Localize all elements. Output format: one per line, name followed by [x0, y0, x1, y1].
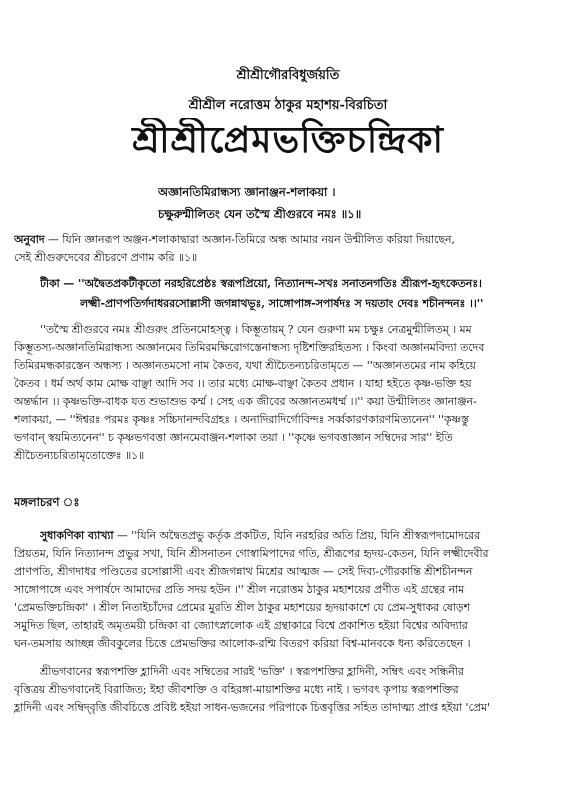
last-para-line-3: হ্লাদিনী এবং সম্বিদ্‌বৃত্তি জীবচিত্তে প্রবিষ্ট হইয়া সাধন-ভজনের পরিপাকে চিত্তবৃত্তির সহিত তাদাত্ম্য প্রাপ্ত হইয়া 'প্রেম': [14, 701, 490, 714]
para1-line-2: কিম্ভূতস্য-অজ্ঞানতিমিরান্ধস্য অজ্ঞানমেব তিমিরমক্ষিরোগস্তেনান্ধস্য দৃষ্টিশক্তিরহিতস্য । কিংবা অজ্ঞানমবিদ্যা তদেব: [14, 341, 485, 354]
sudhakanika-line-3: প্রাণপতি, শ্রীগদাধর পণ্ডিতের রসোল্লাসী এবং শ্রীজগন্নাথ মিশ্রের আত্মজ — সেই দিব্য-গৌরকান্তি শ্রীশচীনন্দন: [14, 565, 473, 578]
anubad-label: অনুবাদ: [14, 233, 45, 246]
para1-line-3: তিমিরমন্ধকারস্তেন অন্ধস্য । অজ্ঞানতমসো নাম কৈতব, যথা শ্রীচৈতন্যচরিতামৃতে — ''অজ্ঞানতমের নাম কহিয়ে: [14, 359, 476, 372]
sudhakanika-line-7: ঘন-তমসায় আচ্ছন্ন জীবকুলের চিত্তে প্রেমভক্তির আলোক-রশ্মি বিতরণ করিয়া বিশ্ব-মানবকে ধন্য করিতেছেন ।: [14, 637, 471, 650]
anubad-line-1: [14, 232, 566, 248]
para1-line-4: কৈতব । ধর্ম অর্থ কাম মোক্ষ বাঞ্ছা আদি সব ।। তার মধ্যে মোক্ষ-বাঞ্ছা কৈতব প্রধান । যাহা হইতে কৃষ্ণ-ভক্তি হয়: [14, 377, 472, 390]
author-line: শ্রীশ্রীল নরোত্তম ঠাকুর মহাশয়-বিরচিতা: [188, 98, 388, 113]
tika-label: টীকা: [40, 277, 60, 290]
tika-line-1: [40, 276, 566, 292]
sudhakanika-text-1: — ''যিনি অদ্বৈতপ্রভু কর্তৃক প্রকটিত, যিনি নরহরির অতি প্রিয়, যিনি শ্রীস্বরূপদামোদরের: [113, 529, 481, 542]
sudhakanika-line-4: সাঙ্গোপাঙ্গে এবং সপার্ষদে আমাদের প্রতি সদয় হউন ।'' শ্রীল নরোত্তম ঠাকুর মহাশয়ের প্রণীত এই গ্রন্থের নাম: [14, 583, 465, 596]
tika-text-1: — ''অদ্বৈতপ্রকটীকৃতো নরহরিপ্রেষ্ঠঃ স্বরূপপ্রিয়ো, নিত্যানন্দ-সখঃ সনাতনগতিঃ শ্রীরূপ-হৃৎকেতনঃ।: [59, 277, 482, 290]
last-para-line-1: শ্রীভগবানের স্বরূপশক্তি হ্লাদিনী এবং সম্বিতের সারই 'ভক্তি' । স্বরূপশক্তির হ্লাদিনী, সম্বিৎ এবং সন্ধিনীর: [40, 665, 464, 678]
para1-line-7: ভগবান্ স্বয়মিত্যনেন'' চ কৃষ্ণভগবত্তা জ্ঞানমেবাঞ্জন-শলাকা তয়া । ''কৃষ্ণে ভগবত্তাজ্ঞান সম্বিদের সার'' ইতি: [14, 431, 453, 444]
book-title: শ্রীশ্রীপ্রেমভক্তিচন্দ্রিকা: [132, 119, 444, 161]
sloka-line-1: অজ্ঞানতিমিরান্ধস্য জ্ঞানাঞ্জন-শলাকয়া ।: [158, 185, 336, 199]
para1-line-5: অন্তর্দ্ধান ।। কৃষ্ণভক্তি-বাধক যত শুভাশুভ কর্ম্ম । সেহ এক জীবের অজ্ঞানতমধর্ম্ম ।।'' কয়া উন্মীলিতং জ্ঞানাঞ্জন-: [14, 395, 477, 408]
para1-line-1: ''তস্মৈ শ্রীগুরবে নমঃ শ্রীগুরুং প্রতিনমোহস্ত্ব । কিম্ভূতায়ম্ ? যেন গুরুণা মম চক্ষুঃ নেত্রমুন্মীলিতম্ । মম: [40, 323, 472, 336]
sudhakanika-label: সুধাকণিকা ব্যাখ্যা: [40, 529, 114, 542]
sudhakanika-line-6: সমুদিত ছিল, তাহারই অমৃতময়ী চন্দ্রিকা বা জ্যোৎস্নালোক এই গ্রন্থাকারে বিশ্বে প্রকাশিত হইয়া বিশ্বের অবিদ্যার: [14, 619, 468, 632]
sudhakanika-line-2: প্রিয়তম, যিনি নিত্যানন্দ প্রভুর সখা, যিনি শ্রীসনাতন গোস্বামিপাদের গতি, শ্রীরূপের হৃদয়-কেতন, যিনি লক্ষ্মীদেবীর: [14, 547, 489, 560]
anubad-line-2: সেই শ্রীগুরুদেবের শ্রীচরণে প্রণাম করি ॥১॥: [14, 251, 198, 264]
para1-line-6: শলাকয়া, — ''ঈশ্বরঃ পরমঃ কৃষ্ণঃ সচ্চিদানন্দবিগ্রহঃ । অনাদিরাদির্গোবিন্দঃ সর্ব্বকারণকারণমিত্যনেন'' ''কৃষ্ণস্তু: [14, 413, 469, 426]
sudhakanika-line-1: [40, 528, 566, 544]
tika-line-2: লক্ষ্মী-প্রাণপতির্গদাধররসোল্লাসী জগন্নাথভূঃ, সাঙ্গোপাঙ্গ-সপার্ষদঃ স দয়তাং দেবঃ শচীনন্দনঃ ।।'': [80, 297, 484, 310]
last-para-line-2: বৃত্তিত্রয় শ্রীভগবানেই বিরাজিত; ইহা জীবশক্তি ও বহিরঙ্গা-মায়াশক্তির মধ্যে নাই । ভগবৎ কৃপায় স্বরূপশক্তির: [14, 683, 459, 696]
sudhakanika-line-5: 'প্রেমভক্তিচন্দ্রিকা' । শ্রীল নিতাইচাঁদের প্রেমের মুরতি শ্রীল ঠাকুর মহাশয়ের হৃদয়াকাশে যে প্রেম-সুধাকর ষোড়শ: [14, 601, 470, 614]
section-heading: মঙ্গলাচরণ ঃ: [14, 495, 80, 509]
anubad-text-1: — যিনি জ্ঞানরূপ অঞ্জন-শলাকাদ্বারা অজ্ঞান-তিমিরে অন্ধ আমার নয়ন উন্মীলিত করিয়া দিয়াছেন,: [44, 233, 455, 246]
sloka-line-2: চক্ষুরুন্মীলিতং যেন তস্মৈ শ্রীগুরবে নমঃ ॥১॥: [158, 207, 362, 221]
invocation-line: শ্রীশ্রীগৌরবিধুর্জয়তি: [236, 68, 340, 83]
para1-line-8: শ্রীচৈতন্যচরিতামৃতোক্তেঃ ॥১॥: [14, 449, 145, 462]
